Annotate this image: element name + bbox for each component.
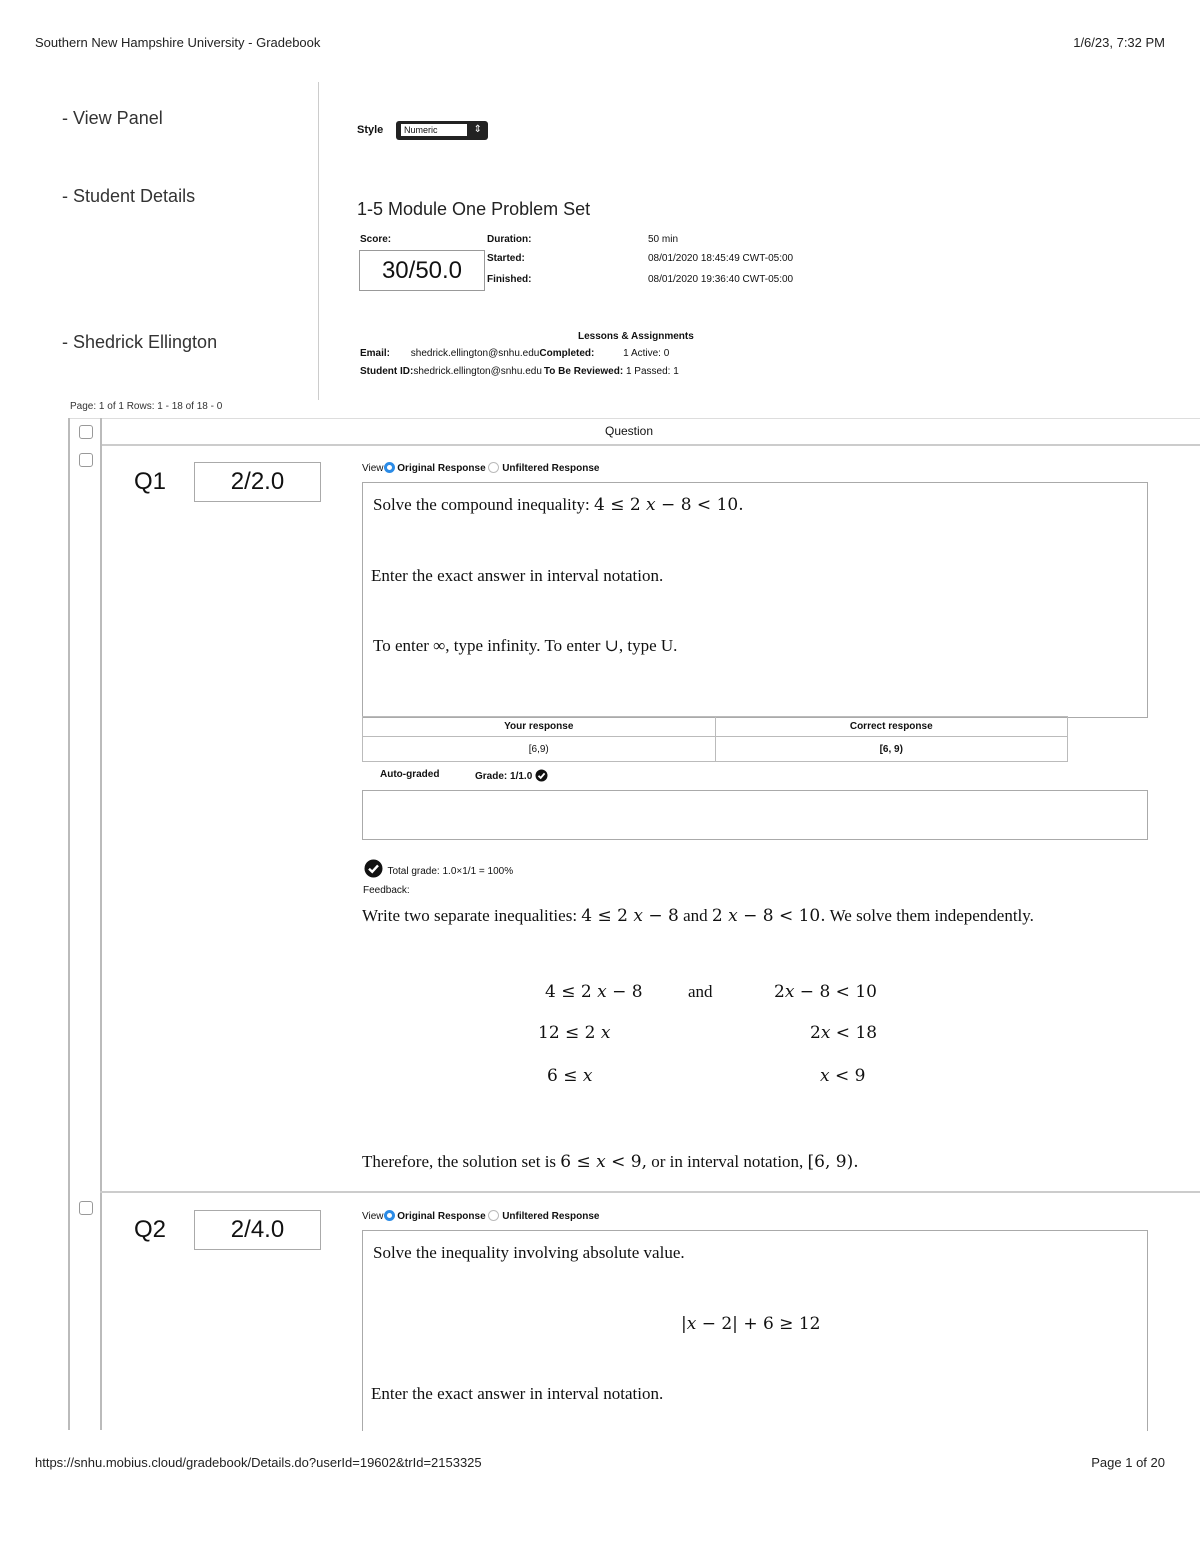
question-label: Q1 xyxy=(134,468,167,495)
step-left: 4 ≤ 2 𝑥 − 8 xyxy=(545,982,643,1002)
original-response-label[interactable]: Original Response xyxy=(397,1211,486,1222)
select-arrows-icon: ⇕ xyxy=(473,124,482,135)
conclusion-intro: Therefore, the solution set is xyxy=(362,1152,557,1171)
grade-row xyxy=(475,769,548,782)
started-value: 08/01/2020 18:45:49 CWT-05:00 xyxy=(648,253,794,264)
email-row xyxy=(360,348,669,359)
feedback-text xyxy=(362,906,1034,926)
feedback-label: Feedback: xyxy=(363,885,410,896)
style-select-value: Numeric xyxy=(401,124,467,136)
completed-value: 1 Active: 0 xyxy=(623,348,670,359)
hint-text: To enter ∞, type infinity. To enter ∪, type U. xyxy=(373,636,678,655)
feedback-math-a: 4 ≤ 2 𝑥 − 8 xyxy=(581,906,679,926)
score-label: Score: xyxy=(360,234,392,245)
question-body xyxy=(362,1230,1148,1431)
correct-response-value: [6, 9) xyxy=(715,737,1068,762)
question-prompt xyxy=(373,495,744,515)
total-grade-row xyxy=(364,859,513,879)
view-options xyxy=(362,1210,599,1222)
header-bottom-border xyxy=(100,444,1200,446)
original-response-radio[interactable] xyxy=(384,462,395,473)
question-column-header: Question xyxy=(605,424,654,438)
to-review-value: 1 Passed: 1 xyxy=(625,366,679,377)
your-response-header: Your response xyxy=(363,717,716,737)
question-score-box: 2/2.0 xyxy=(194,462,321,502)
started-label: Started: xyxy=(487,253,525,264)
table-top-border xyxy=(68,418,1200,419)
to-review-label: To Be Reviewed: xyxy=(543,366,624,377)
unfiltered-response-radio[interactable] xyxy=(488,462,499,473)
feedback-and: and xyxy=(683,906,708,925)
step-right: 𝑥 < 9 xyxy=(820,1066,866,1086)
prompt-math: 4 ≤ 2 𝑥 − 8 < 10. xyxy=(593,495,744,515)
student-id-label: Student ID: xyxy=(360,366,414,377)
print-header-datetime: 1/6/23, 7:32 PM xyxy=(1073,35,1165,50)
unfiltered-response-label[interactable]: Unfiltered Response xyxy=(502,1211,600,1222)
print-footer-page: Page 1 of 20 xyxy=(1091,1455,1165,1470)
row-divider xyxy=(100,1191,1200,1193)
auto-graded-label: Auto-graded xyxy=(380,769,440,780)
finished-label: Finished: xyxy=(487,274,532,285)
original-response-label[interactable]: Original Response xyxy=(397,463,486,474)
student-id-row xyxy=(360,366,679,377)
question-score-box: 2/4.0 xyxy=(194,1210,321,1250)
instruction-text: Enter the exact answer in interval notation. xyxy=(371,1384,664,1403)
conclusion-text xyxy=(362,1152,859,1172)
panel-divider xyxy=(318,82,319,400)
table-left-border xyxy=(68,418,70,1430)
checkbox-column-border xyxy=(100,418,102,1430)
lessons-heading: Lessons & Assignments xyxy=(578,331,694,342)
feedback-intro: Write two separate inequalities: xyxy=(362,906,578,925)
print-header-title: Southern New Hampshire University - Gradebook xyxy=(35,35,321,50)
view-label: View xyxy=(362,1211,384,1222)
unfiltered-response-radio[interactable] xyxy=(488,1210,499,1221)
response-table xyxy=(362,716,1068,762)
original-response-radio[interactable] xyxy=(384,1210,395,1221)
conclusion-math: 6 ≤ 𝑥 < 9, xyxy=(560,1152,648,1172)
row-checkbox[interactable] xyxy=(79,453,93,467)
duration-value: 50 min xyxy=(648,234,679,245)
check-circle-icon xyxy=(535,769,548,782)
score-box: 30/50.0 xyxy=(359,250,485,291)
unfiltered-response-label[interactable]: Unfiltered Response xyxy=(502,463,600,474)
step-left: 6 ≤ 𝑥 xyxy=(547,1066,593,1086)
conclusion-mid: or in interval notation, xyxy=(651,1152,804,1171)
step-right: 2𝑥 < 18 xyxy=(810,1023,878,1043)
select-all-checkbox[interactable] xyxy=(79,425,93,439)
prompt-text: Solve the compound inequality: xyxy=(373,495,590,514)
view-label: View xyxy=(362,463,384,474)
total-check-icon xyxy=(364,859,383,878)
prompt-math: |𝑥 − 2| + 6 ≥ 12 xyxy=(681,1314,821,1334)
view-options xyxy=(362,462,599,474)
view-panel-link[interactable]: - View Panel xyxy=(62,108,163,128)
comment-box[interactable] xyxy=(362,790,1148,840)
step-mid: and xyxy=(688,982,713,1001)
row-checkbox[interactable] xyxy=(79,1201,93,1215)
instruction-text: Enter the exact answer in interval notation. xyxy=(371,566,664,585)
correct-response-header: Correct response xyxy=(715,717,1068,737)
print-footer-url: https://snhu.mobius.cloud/gradebook/Details.do?userId=19602&trId=2153325 xyxy=(35,1455,482,1470)
student-id-value: shedrick.ellington@snhu.edu xyxy=(413,366,542,377)
finished-value: 08/01/2020 19:36:40 CWT-05:00 xyxy=(648,274,794,285)
email-label: Email: xyxy=(360,348,391,359)
step-right: 2𝑥 − 8 < 10 xyxy=(774,982,877,1002)
completed-label: Completed: xyxy=(539,348,595,359)
student-details-link[interactable]: - Student Details xyxy=(62,186,196,206)
duration-label: Duration: xyxy=(487,234,532,245)
question-body xyxy=(362,482,1148,718)
step-left: 12 ≤ 2 𝑥 xyxy=(538,1023,611,1043)
grade-text: Grade: 1/1.0 xyxy=(475,771,533,782)
style-label: Style xyxy=(357,124,384,136)
assignment-title: 1-5 Module One Problem Set xyxy=(357,199,591,219)
question-prompt: Solve the inequality involving absolute value. xyxy=(373,1243,685,1262)
pagination-info: Page: 1 of 1 Rows: 1 - 18 of 18 - 0 xyxy=(70,401,223,412)
total-grade-text: Total grade: 1.0×1/1 = 100% xyxy=(387,866,514,877)
conclusion-interval: [6, 9). xyxy=(807,1152,859,1172)
style-select[interactable] xyxy=(396,121,488,140)
feedback-math-b: 2 𝑥 − 8 < 10. xyxy=(711,906,826,926)
student-name-link[interactable]: - Shedrick Ellington xyxy=(62,332,218,352)
feedback-end: We solve them independently. xyxy=(829,906,1034,925)
your-response-value: [6,9) xyxy=(363,737,716,762)
question-label: Q2 xyxy=(134,1216,167,1243)
email-value: shedrick.ellington@snhu.edu xyxy=(410,348,540,359)
